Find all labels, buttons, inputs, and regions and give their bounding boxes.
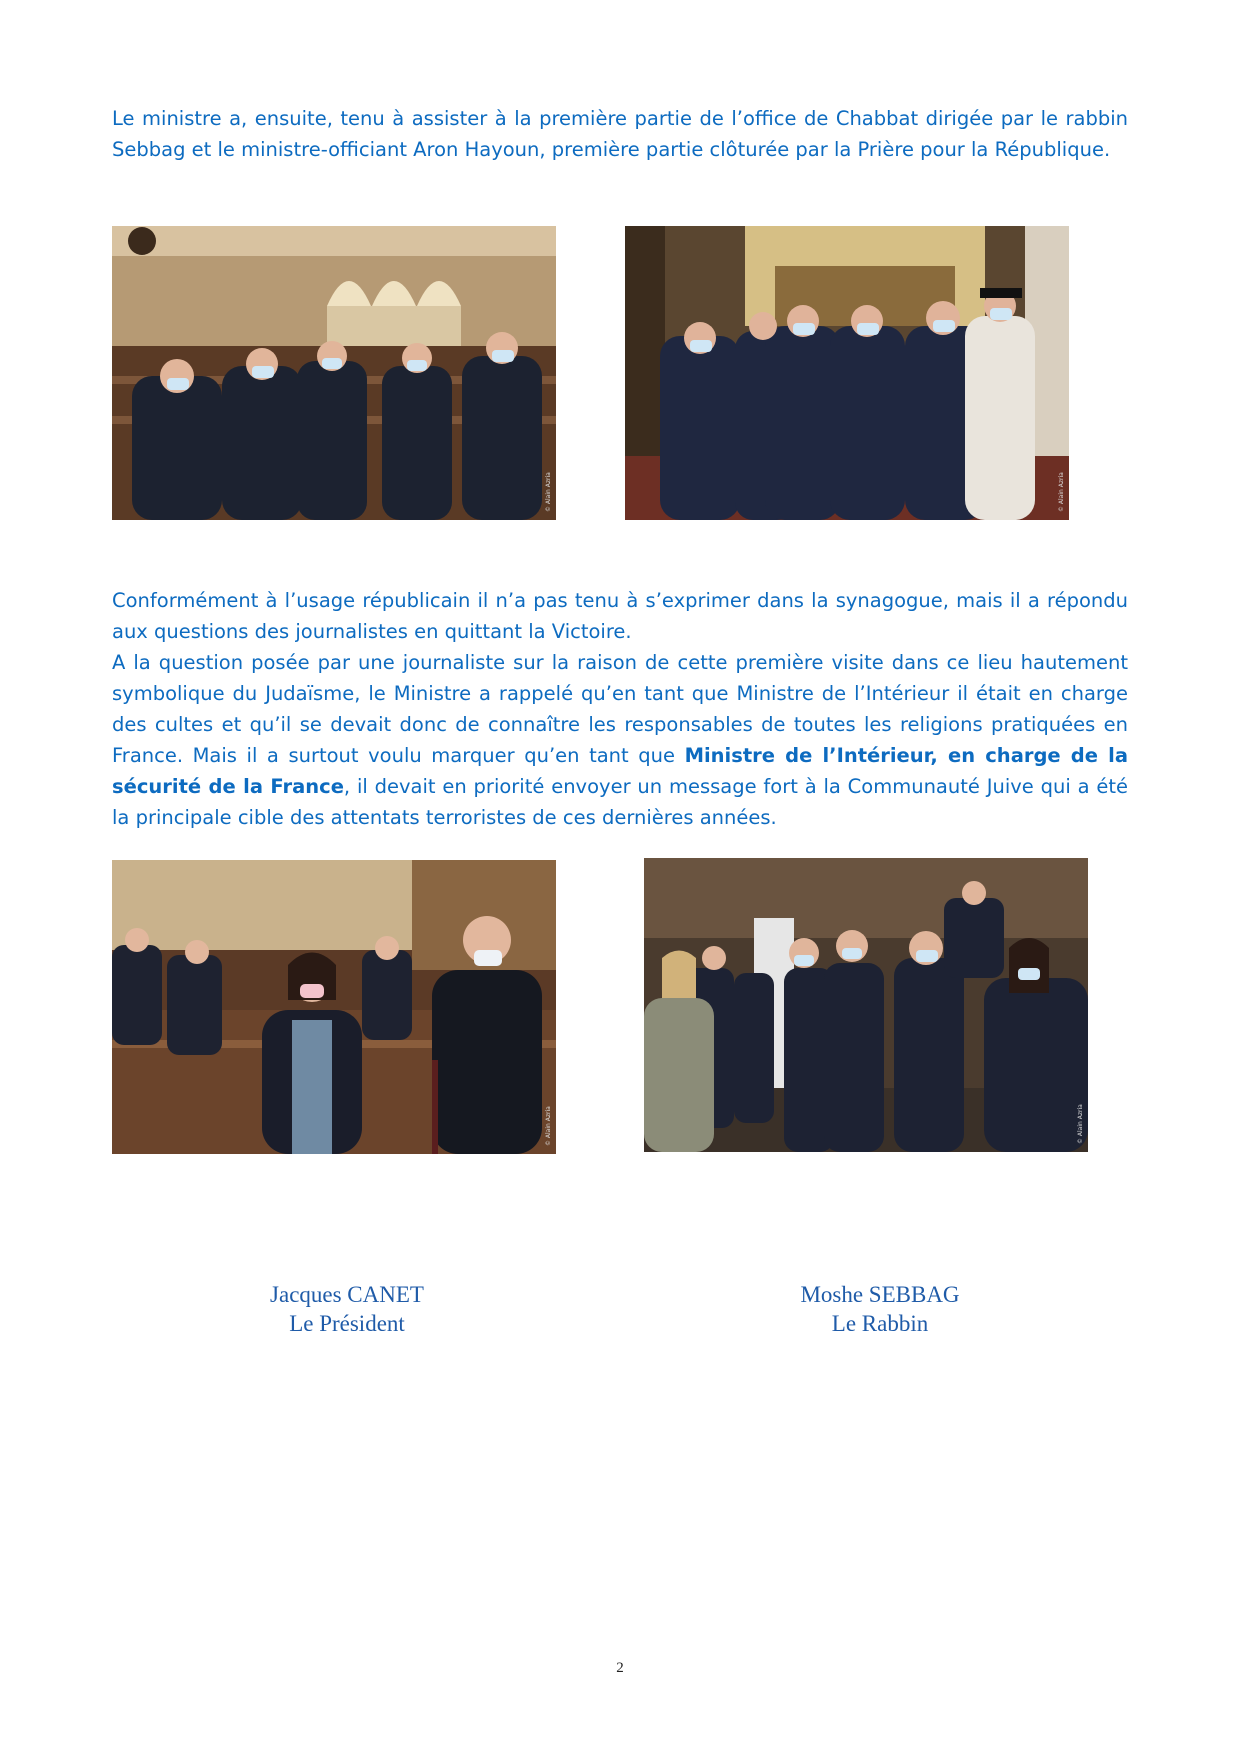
page-number: 2: [616, 1660, 624, 1676]
paragraph-journalists-end: , il devait en priorité envoyer un message fort à la Communauté Juive qui a été la principale cible des attentats terroristes de ces dernières années.: [112, 775, 1129, 829]
signature-rabbi-name: Moshe SEBBAG: [800, 1282, 960, 1307]
photo-dignitaries-in-pews: [112, 226, 556, 520]
photo-group-before-ark: [625, 226, 1069, 520]
signature-president: [197, 1280, 497, 1338]
signature-president-name: Jacques CANET: [270, 1282, 424, 1307]
photo-guests-in-pews: [112, 860, 556, 1154]
paragraph-journalists-emphasis: Ministre de l’Intérieur, en charge de la sécurité de la France: [112, 744, 1128, 798]
photo-credit: © Alain Azria: [1077, 1104, 1084, 1144]
photo-minister-with-journalists: [644, 858, 1088, 1152]
paragraph-journalists-intro: Conformément à l’usage républicain il n’a pas tenu à s’exprimer dans la synagogue, mais il a répondu aux questions des journalistes en quittant la Victoire.: [112, 589, 1128, 643]
signature-rabbi-role: Le Rabbin: [831, 1311, 929, 1336]
photo-credit: © Alain Azria: [545, 1106, 552, 1146]
paragraph-journalists: [112, 585, 1128, 833]
paragraph-office-chabbat: Le ministre a, ensuite, tenu à assister à la première partie de l’office de Chabbat dirigée par le rabbin Sebbag et le ministre-officiant Aron Hayoun, première partie clôturée par la Prière pour la République.: [112, 107, 1128, 161]
photo-credit: © Alain Azria: [1058, 472, 1065, 512]
photo-credit: © Alain Azria: [545, 472, 552, 512]
signature-president-role: Le Président: [289, 1311, 405, 1336]
signature-rabbi: [730, 1280, 1030, 1338]
paragraph-journalists-body: A la question posée par une journaliste sur la raison de cette première visite dans ce lieu hautement symbolique du Judaïsme, le Ministre a rappelé qu’en tant que Ministre de l’Intérieur il était en charge des cultes et qu’il se devait donc de connaître les responsables de toutes les religions pratiquées en France. Mais il a surtout voulu marquer qu’en tant que: [112, 651, 1128, 767]
